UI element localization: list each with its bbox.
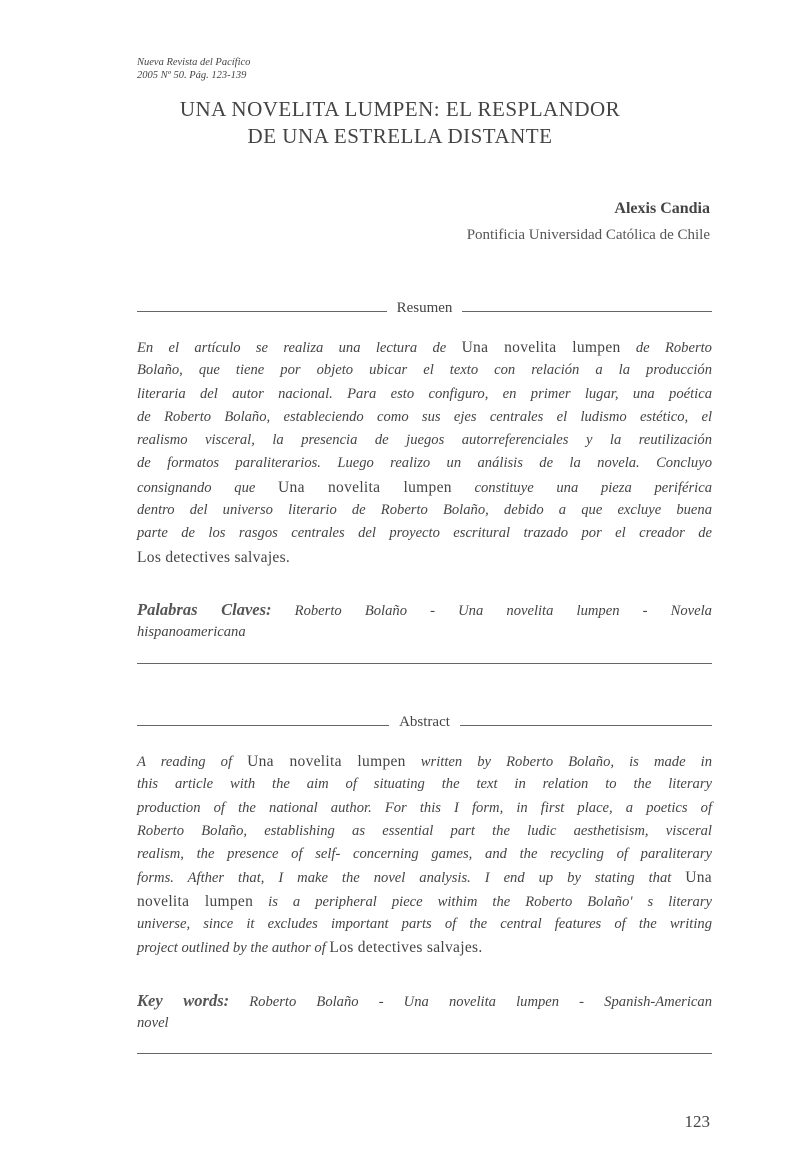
divider bbox=[137, 663, 712, 664]
text-line bbox=[137, 913, 712, 936]
book-title: Una bbox=[685, 869, 712, 887]
divider bbox=[462, 311, 712, 312]
text-segment: dentro del universo literario de Roberto Bolaño, debido a que excluye buena bbox=[137, 502, 712, 519]
divider bbox=[137, 725, 389, 726]
text-segment: de Roberto Bolaño, estableciendo como sus ejes centrales el ludismo estético, el bbox=[137, 408, 712, 425]
text-line bbox=[137, 866, 712, 889]
text-segment: A reading of bbox=[137, 754, 248, 770]
text-line bbox=[137, 843, 712, 866]
author-name: Alexis Candia bbox=[614, 200, 710, 217]
text-segment: literaria del autor nacional. Para esto configuro, en primer lugar, una poética bbox=[137, 385, 712, 402]
text-segment: forms. Afther that, I make the novel analysis. I end up by stating that bbox=[137, 870, 686, 887]
text-line bbox=[137, 429, 712, 452]
text-segment: written by Roberto Bolaño, is made in bbox=[405, 754, 712, 770]
keywords-text: Roberto Bolaño - Una novelita lumpen - Spanish-American bbox=[249, 994, 712, 1010]
keywords-text: Roberto Bolaño - Una novelita lumpen - Novela bbox=[294, 603, 712, 619]
book-title: Una novelita lumpen bbox=[247, 753, 406, 770]
resumen-heading bbox=[137, 300, 712, 317]
text-segment: de Roberto bbox=[620, 340, 712, 356]
text-line bbox=[137, 820, 712, 843]
book-title: Los detectives salvajes. bbox=[329, 939, 483, 957]
keywords-text: novel bbox=[137, 1015, 169, 1032]
title-line-1: UNA NOVELITA LUMPEN: EL RESPLANDOR bbox=[179, 97, 621, 121]
text-segment: universe, since it excludes important parts of the central features of the writing bbox=[137, 916, 712, 933]
text-segment: Roberto Bolaño, establishing as essential part the ludic aesthetisism, visceral bbox=[137, 822, 712, 839]
title-line-2: DE UNA ESTRELLA DISTANTE bbox=[247, 124, 553, 148]
text-line bbox=[137, 546, 712, 569]
text-segment: de formatos paraliterarios. Luego realizo un análisis de la novela. Concluyo bbox=[137, 455, 712, 472]
keywords-text: hispanoamericana bbox=[137, 624, 246, 641]
book-title: Una novelita lumpen bbox=[278, 478, 452, 496]
article-title bbox=[0, 96, 800, 150]
text-line bbox=[137, 499, 712, 522]
text-line bbox=[137, 336, 712, 359]
text-segment: realism, the presence of self- concerning games, and the recycling of paraliterary bbox=[137, 846, 712, 863]
text-line bbox=[137, 890, 712, 913]
key-words bbox=[137, 989, 712, 1036]
text-segment: is a peripheral piece withim the Roberto Bolaño' s literary bbox=[253, 893, 712, 910]
text-line bbox=[137, 936, 712, 959]
resumen-heading-label: Resumen bbox=[396, 300, 453, 316]
page-number: 123 bbox=[684, 1112, 710, 1131]
text-segment: project outlined by the author of bbox=[137, 940, 330, 957]
divider bbox=[137, 1053, 712, 1054]
keywords-label: Palabras Claves: bbox=[137, 600, 272, 619]
book-title: Los detectives salvajes. bbox=[137, 548, 291, 566]
text-segment: parte de los rasgos centrales del proyecto escritural trazado por el creador de bbox=[137, 525, 712, 542]
text-line bbox=[137, 406, 712, 429]
journal-issue: 2005 Nº 50. Pág. 123-139 bbox=[137, 70, 247, 81]
abstract-body bbox=[137, 750, 712, 960]
text-segment: Bolaño, que tiene por objeto ubicar el texto con relación a la producción bbox=[137, 362, 712, 379]
text-segment: production of the national author. For this I form, in first place, a poetics of bbox=[137, 799, 712, 816]
journal-name: Nueva Revista del Pacífico bbox=[137, 57, 251, 68]
author-affiliation: Pontificia Universidad Católica de Chile bbox=[466, 227, 710, 243]
text-line bbox=[137, 773, 712, 796]
book-title: Una novelita lumpen bbox=[461, 339, 621, 356]
palabras-claves bbox=[137, 598, 712, 645]
abstract-heading-label: Abstract bbox=[399, 714, 450, 730]
journal-citation bbox=[137, 56, 250, 82]
text-line bbox=[137, 522, 712, 545]
text-line bbox=[137, 797, 712, 820]
keywords-label: Key words: bbox=[137, 991, 230, 1010]
text-segment: realismo visceral, la presencia de juegos autorreferenciales y la reutilización bbox=[137, 432, 712, 449]
text-line bbox=[137, 750, 712, 773]
text-segment: En el artículo se realiza una lectura de bbox=[137, 340, 462, 356]
divider bbox=[460, 725, 712, 726]
divider bbox=[137, 311, 387, 312]
text-segment: constituye una pieza periférica bbox=[451, 479, 712, 496]
text-line bbox=[137, 359, 712, 382]
text-segment: consignando que bbox=[137, 479, 279, 496]
abstract-heading bbox=[137, 714, 712, 731]
resumen-body bbox=[137, 336, 712, 569]
book-title: novelita lumpen bbox=[137, 892, 254, 910]
text-line bbox=[137, 452, 712, 475]
text-segment: this article with the aim of situating the text in relation to the literary bbox=[137, 776, 712, 793]
text-line bbox=[137, 476, 712, 499]
text-line bbox=[137, 383, 712, 406]
